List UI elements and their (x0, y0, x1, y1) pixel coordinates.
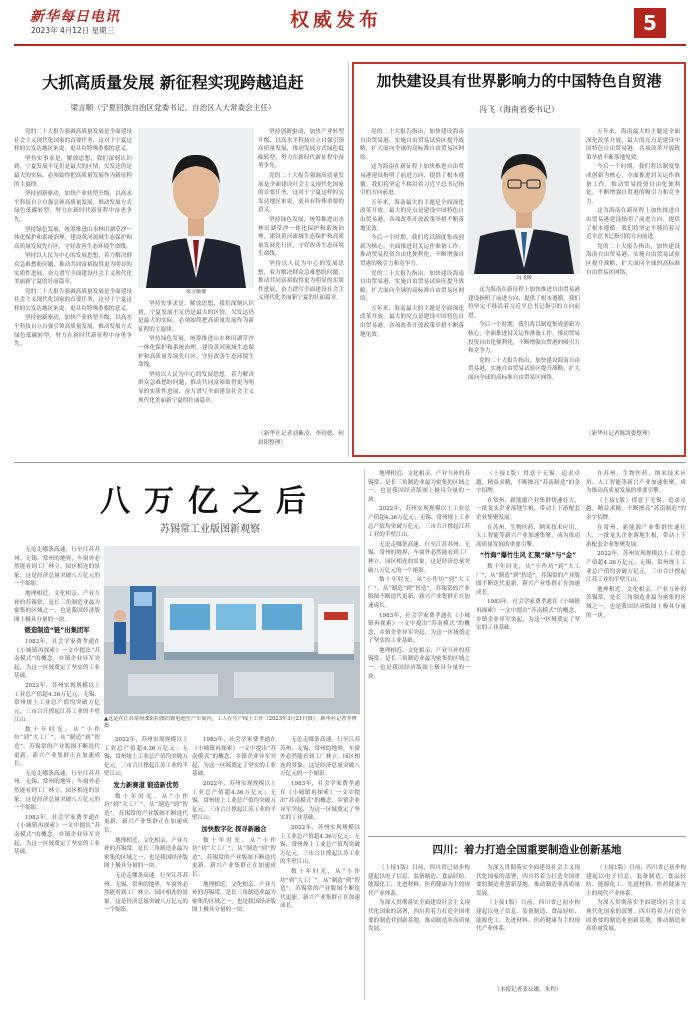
article-hainan-byline (356, 104, 682, 118)
feature-paragraph: 地理相近、文化相亲、产业互补的苏锡常，是长三角制造业最为密集的区域之一，也是我国经济版图上极具分量的一块。 (368, 471, 470, 503)
feature-paragraph: 数十年时光，从“小作坊”到“大工厂”，从“制造”到“智造”，苏锡常的产业版图不断迭代更新，新兴产业集群正在加速成长。 (192, 837, 276, 878)
hainan-photo-caption: 冯飞像 (516, 275, 532, 281)
feature-column-3 (192, 736, 276, 996)
column-divider (348, 62, 349, 457)
hainan-portrait-photo (468, 128, 580, 274)
column-story-paragraph: （上接1版）得意于无锡，追求卓越，精益求精，不断擦亮“苏南制造”的金字招牌。 (476, 471, 580, 495)
hainan-paragraph: 这为海南在新征程上加快推进自由贸易港建设指明了前进方向、提供了根本遵循。我们将坚定不移沿着习近平总书记指引的方向前进。 (360, 164, 464, 197)
feature-paragraph: 地理相近、文化相亲、产业互补的苏锡常，是长三角制造业最为密集的区域之一，也是我国经济版图上极具分量的一块。 (104, 837, 188, 870)
column-story-2 (586, 470, 686, 830)
feature-subtitle-block (60, 520, 360, 536)
brief-paragraph: 为深入贯彻落实全面建设社会主义现代化国家的部署，四川将着力打造全国重要的制造业创新基地，推动制造业高质量发展。 (586, 900, 686, 933)
mid-rule (14, 462, 686, 463)
hainan-paragraph: 这为海南在新征程上加快推进自由贸易港建设指明了前进方向、提供了根本遵循。我们将坚定不移沿着习近平总书记指引的方向前进。 (586, 208, 680, 241)
feature-column-4 (280, 736, 360, 996)
brief-column-1 (368, 864, 470, 996)
feature-paragraph: 数十年时光，从“小作坊”到“大工厂”，从“制造”到“智造”，苏锡常的产业版图不断迭代更新，新兴产业集群正在加速成长。 (104, 793, 188, 834)
ningxia-paragraph: 坚持创新驱动，加快产业转型升级，以高水平科技自立自强引领高质量发展，推动发展方式绿色低碳转型，努力在新时代新征程中奋勇争先。 (14, 191, 132, 223)
feature-paragraph: 地理相近、文化相亲、产业互补的苏锡常，是长三角制造业最为密集的区域之一，也是我国经济版图上极具分量的一块。 (586, 586, 686, 619)
column-story-paragraph: 在苏州，生物医药、纳米技术应用、人工智能等新兴产业加速集聚，成为推动高质量发展的重要引擎。 (476, 524, 580, 548)
feature-paragraph: 2022年，苏州实现规模以上工业总产值超4.36万亿元；无锡、常州规上工业总产值均突破万亿元，三市合计撑起江苏工业的半壁江山。 (192, 780, 276, 822)
ningxia-paragraph: 党的二十大报告强调高质量发展是全面建设社会主义现代化国家的首要任务，这对于宁夏这样的欠发达地区来说，更具有特殊重要的意义。 (14, 288, 132, 312)
hainan-paragraph: 这为海南在新征程上加快推进自由贸易港建设指明了前进方向、提供了根本遵循。我们将坚定不移沿着习近平总书记指引的方向前进。 (468, 287, 580, 319)
feature-column-5 (368, 470, 470, 830)
hainan-column-3 (586, 128, 680, 424)
brief-column-3 (586, 864, 686, 996)
hainan-portrait (468, 128, 580, 274)
feature-paragraph: 1983年，社会学家费孝通在《小城镇再探索》一文中提出“苏南模式”的概念，乡镇企业异军突起，为这一区域奠定了坚实的工业基础。 (280, 780, 360, 822)
feature-paragraph: 数十年时光，从“小作坊”到“大工厂”，从“制造”到“智造”，苏锡常的产业版图不断迭代更新，新兴产业集群正在加速成长。 (476, 563, 580, 596)
brief-note-text: （本报记者张辰娜、朱程） (494, 987, 562, 993)
ningxia-author: 梁言顺（宁夏回族自治区党委书记、自治区人大常委会主任） (70, 103, 276, 112)
ningxia-paragraph: 坚持实事求是，解放思想，我们深刻认识到，宁夏发展不足仍是最大的区情，欠发达仍是最大的实际，必须始终把高质量发展作为新征程的主旋律。 (14, 155, 132, 188)
ningxia-paragraph: 坚持以人民为中心的发展思想，着力解决群众急难愁盼问题，推动共同富裕取得更为明显的实质性进展，奋力谱写全面建设社会主义现代化美丽新宁夏的壮丽篇章。 (258, 260, 344, 302)
feature-subtitle: 苏锡常工业版图新观察 (160, 524, 260, 535)
ningxia-credit-text: （新华社记者刘紫凌、李钧德、何晨阳整理） (258, 431, 344, 446)
ningxia-paragraph: 党的二十大报告强调高质量发展是全面建设社会主义现代化国家的首要任务，这对于宁夏这样的欠发达地区来说，更具有特殊重要的意义。 (14, 129, 132, 153)
feature-paragraph: 2022年，苏州实现规模以上工业总产值超4.36万亿元；无锡、常州规上工业总产值均突破万亿元，三市合计撑起江苏工业的半壁江山。 (14, 682, 100, 724)
column-divider (364, 470, 365, 1000)
ningxia-portrait-photo (138, 128, 254, 288)
hainan-paragraph: 五年来，海南最大的主题是全面深化改革开放，最大的亮点是建设中国特色自由贸易港，各项改革开放政策举措不断落地见效。 (586, 129, 680, 161)
hainan-paragraph: 党的二十大报告指出，加快建设海南自由贸易港，实施自由贸易试验区提升战略，扩大面向全球的高标准自由贸易区网络。 (360, 129, 464, 161)
ningxia-paragraph: 党的二十大报告强调高质量发展是全面建设社会主义现代化国家的首要任务，这对于宁夏这样的欠发达地区来说，更具有特殊重要的意义。 (258, 172, 344, 214)
feature-paragraph: 无论走哪条高速，行至江苏苏州、无锡、常州的地界，车窗外必然能看到工厂林立、园区相连的景象。这是经济总量突破八万亿元的一个缩影。 (104, 872, 188, 914)
brief-headline: 四川：着力打造全国重要制造业创新基地 (432, 844, 622, 856)
ningxia-paragraph: 坚持绿色发展，统筹推进山水林田湖草沙一体化保护和系统治理，建设黄河流域生态保护和高质量发展先行区，守好改善生态环境生命线。 (138, 336, 254, 369)
brief-paragraph: 为深入贯彻落实全面建设社会主义现代化国家的部署，四川将着力打造全国重要的制造业创新基地，推动制造业高质量发展。 (368, 900, 470, 933)
feature-title-block (60, 476, 360, 516)
hainan-headline: 加快建设具有世界影响力的中国特色自贸港 (376, 72, 662, 90)
hainan-credit (586, 430, 680, 448)
brief-rule (368, 836, 686, 837)
feature-column-1 (14, 546, 100, 996)
hainan-column-1 (360, 128, 464, 450)
page-header (0, 0, 700, 44)
publication-date: 2023年 4月12日 星期三 (31, 26, 115, 35)
hainan-paragraph: 今后一个时期，我们将以制度集成创新为核心，全面推进封关运作准备工作，推动贸易投资自由化便利化，不断增强自贸港的吸引力和竞争力。 (586, 164, 680, 205)
feature-paragraph: 1983年，社会学家费孝通在《小城镇再探索》一文中提出“苏南模式”的概念，乡镇企业异军突起，为这一区域奠定了坚实的工业基础。 (192, 737, 276, 778)
feature-subhead: 加快数字化 探寻新融合 (201, 825, 267, 833)
column-story-paragraph: 在苏州，生物医药、纳米技术应用、人工智能等新兴产业加速集聚，成为推动高质量发展的重要引擎。 (586, 471, 686, 495)
feature-paragraph: 2022年，苏州实现规模以上工业总产值超4.36万亿元；无锡、常州规上工业总产值均突破万亿元，三市合计撑起江苏工业的半壁江山。 (280, 824, 360, 866)
feature-subhead: 发力新赛道 锻造新优势 (113, 781, 179, 789)
hainan-paragraph: 五年来，海南最大的主题是全面深化改革开放，最大的亮点是建设中国特色自由贸易港，各项改革开放政策举措不断落地见效。 (360, 199, 464, 232)
feature-paragraph: 1983年，社会学家费孝通在《小城镇再探索》一文中提出“苏南模式”的概念，乡镇企业异军突起，为这一区域奠定了坚实的工业基础。 (14, 638, 100, 680)
article-hainan-title (356, 70, 682, 92)
brief-column-2 (476, 864, 580, 984)
ningxia-paragraph: 坚持以人民为中心的发展思想，着力解决群众急难愁盼问题，推动共同富裕取得更为明显的实质性进展，奋力谱写全面建设社会主义现代化美丽新宁夏的壮丽篇章。 (138, 371, 254, 404)
feature-paragraph: 无论走哪条高速，行至江苏苏州、无锡、常州的地界，车窗外必然能看到工厂林立、园区相连的景象。这是经济总量突破八万亿元的一个缩影。 (14, 547, 100, 588)
page-number: 5 (634, 8, 666, 38)
newspaper-masthead: 新华每日电讯 (30, 9, 120, 25)
feature-paragraph: 1983年，社会学家费孝通在《小城镇再探索》一文中提出“苏南模式”的概念，乡镇企业异军突起，为这一区域奠定了坚实的工业基础。 (14, 814, 100, 856)
hainan-paragraph: 今后一个时期，我们将以制度集成创新为核心，全面推进封关运作准备工作，推动贸易投资自由化便利化，不断增强自贸港的吸引力和竞争力。 (468, 322, 580, 355)
hainan-paragraph: 今后一个时期，我们将以制度集成创新为核心，全面推进封关运作准备工作，推动贸易投资自由化便利化，不断增强自贸港的吸引力和竞争力。 (360, 235, 464, 267)
brief-paragraph: （上接1版）目前，四川省已初步构建起以电子信息、装备制造、食品轻纺、能源化工、先进材料、医药健康为主的现代产业体系。 (476, 900, 580, 933)
hainan-credit-text: （新华社记者陈凯姿整理） (586, 431, 654, 437)
brief-note (476, 986, 580, 996)
feature-subhead: “竹海”爆竹生风 汇聚“绿”与“金” (479, 552, 577, 560)
hainan-paragraph: 五年来，海南最大的主题是全面深化改革开放，最大的亮点是建设中国特色自由贸易港，各项改革开放政策举措不断落地见效。 (360, 305, 464, 338)
hainan-author: 冯飞（海南省委书记） (479, 105, 559, 114)
ningxia-paragraph: 坚持绿色发展，统筹推进山水林田湖草沙一体化保护和系统治理，建设黄河流域生态保护和高质量发展先行区，守好改善生态环境生命线。 (14, 226, 132, 250)
ningxia-column-1 (14, 128, 132, 454)
feature-paragraph: 数十年时光，从“小作坊”到“大工厂”，从“制造”到“智造”，苏锡常的产业版图不断迭代更新，新兴产业集群正在加速成长。 (14, 726, 100, 768)
column-story-paragraph: 在常州，新能源产业集群快速壮大，一批龙头企业落地生根，带动上下游配套企业集聚发展。 (586, 524, 686, 548)
feature-paragraph: 地理相近、文化相亲、产业互补的苏锡常，是长三角制造业最为密集的区域之一，也是我国经济版图上极具分量的一块。 (368, 647, 470, 680)
feature-paragraph: 2022年，苏州实现规模以上工业总产值超4.36万亿元；无锡、常州规上工业总产值均突破万亿元，三市合计撑起江苏工业的半壁江山。 (368, 506, 470, 539)
ningxia-column-2 (138, 300, 254, 454)
ningxia-paragraph: 坚持绿色发展，统筹推进山水林田湖草沙一体化保护和系统治理，建设黄河流域生态保护和高质量发展先行区，守好改善生态环境生命线。 (258, 216, 344, 258)
ningxia-paragraph: 坚持创新驱动，加快产业转型升级，以高水平科技自立自强引领高质量发展，推动发展方式绿色低碳转型，努力在新时代新征程中奋勇争先。 (14, 315, 132, 348)
ningxia-paragraph: 坚持创新驱动，加快产业转型升级，以高水平科技自立自强引领高质量发展，推动发展方式绿色低碳转型，努力在新时代新征程中奋勇争先。 (258, 129, 344, 170)
ningxia-photo-caption: 梁言顺像 (185, 289, 207, 295)
hainan-paragraph: 党的二十大报告指出，加快建设海南自由贸易港，实施自由贸易试验区提升战略，扩大面向全球的高标准自由贸易区网络。 (468, 357, 580, 381)
article-ningxia-byline (14, 102, 332, 116)
feature-paragraph: 数十年时光，从“小作坊”到“大工厂”，从“制造”到“智造”，苏锡常的产业版图不断迭代更新，新兴产业集群正在加速成长。 (368, 577, 470, 609)
feature-paragraph: 无论走哪条高速，行至江苏苏州、无锡、常州的地界，车窗外必然能看到工厂林立、园区相连的景象。这是经济总量突破八万亿元的一个缩影。 (280, 737, 360, 778)
column-story-1 (476, 470, 580, 830)
feature-column-2 (104, 736, 188, 996)
feature-paragraph: 地理相近、文化相亲、产业互补的苏锡常，是长三角制造业最为密集的区域之一，也是我国经济版图上极具分量的一块。 (14, 590, 100, 623)
hainan-paragraph: 党的二十大报告指出，加快建设海南自由贸易港，实施自由贸易试验区提升战略，扩大面向全球的高标准自由贸易区网络。 (586, 243, 680, 276)
ningxia-credit (258, 430, 344, 454)
ningxia-portrait (138, 128, 254, 288)
factory-production-line (104, 546, 360, 714)
column-story-paragraph: （上接1版）得意于无锡，追求卓越，精益求精，不断擦亮“苏南制造”的金字招牌。 (586, 497, 686, 521)
hainan-column-2 (468, 286, 580, 450)
feature-subhead: 锻造制造“链”出集团军 (24, 627, 90, 635)
brief-title-block (368, 842, 686, 858)
feature-paragraph: 数十年时光，从“小作坊”到“大工厂”，从“制造”到“智造”，苏锡常的产业版图不断迭代更新，新兴产业集群正在加速成长。 (280, 868, 360, 910)
ningxia-headline: 大抓高质量发展 新征程实现跨越追赶 (42, 73, 304, 92)
feature-paragraph: 2022年，苏州实现规模以上工业总产值超4.36万亿元；无锡、常州规上工业总产值均突破万亿元，三市合计撑起江苏工业的半壁江山。 (586, 551, 686, 584)
brief-paragraph: （上接1版）目前，四川省已初步构建起以电子信息、装备制造、食品轻纺、能源化工、先进材料、医药健康为主的现代产业体系。 (368, 865, 470, 897)
hainan-paragraph: 党的二十大报告指出，加快建设海南自由贸易港，实施自由贸易试验区提升战略，扩大面向全球的高标准自由贸易区网络。 (360, 270, 464, 303)
feature-paragraph: 1983年，社会学家费孝通在《小城镇再探索》一文中提出“苏南模式”的概念，乡镇企业异军突起，为这一区域奠定了坚实的工业基础。 (476, 599, 580, 632)
brief-paragraph: 为深入贯彻落实全面建设社会主义现代化国家的部署，四川将着力打造全国重要的制造业创新基地，推动制造业高质量发展。 (476, 865, 580, 897)
column-story-paragraph: 在常州，新能源产业集群快速壮大，一批龙头企业落地生根，带动上下游配套企业集聚发展。 (476, 497, 580, 521)
ningxia-column-3 (258, 128, 344, 428)
feature-paragraph: 2022年，苏州实现规模以上工业总产值超4.36万亿元；无锡、常州规上工业总产值均突破万亿元，三市合计撑起江苏工业的半壁江山。 (104, 737, 188, 778)
feature-headline: 八万亿之后 (100, 484, 320, 516)
ningxia-paragraph: 坚持实事求是，解放思想，我们深刻认识到，宁夏发展不足仍是最大的区情，欠发达仍是最大的实际，必须始终把高质量发展作为新征程的主旋律。 (138, 301, 254, 333)
brief-paragraph: （上接1版）目前，四川省已初步构建起以电子信息、装备制造、食品轻纺、能源化工、先进材料、医药健康为主的现代产业体系。 (586, 865, 686, 897)
feature-factory-photo (104, 546, 360, 714)
header-rule (14, 44, 686, 46)
article-ningxia-title (14, 70, 332, 92)
feature-paragraph: 地理相近、文化相亲、产业互补的苏锡常，是长三角制造业最为密集的区域之一，也是我国经济版图上极具分量的一块。 (192, 881, 276, 914)
ningxia-paragraph: 坚持以人民为中心的发展思想，着力解决群众急难愁盼问题，推动共同富裕取得更为明显的实质性进展，奋力谱写全面建设社会主义现代化美丽新宁夏的壮丽篇章。 (14, 253, 132, 286)
feature-paragraph: 无论走哪条高速，行至江苏苏州、无锡、常州的地界，车窗外必然能看到工厂林立、园区相连的景象。这是经济总量突破八万亿元的一个缩影。 (14, 770, 100, 812)
feature-photo-caption: ▲这是在江苏常州溧阳拍摄的锂电池生产车间内，工人在生产线上工作（2023年3月21日摄）。新华社记者李博摄 (104, 716, 357, 729)
section-title: 权威发布 (290, 9, 383, 31)
feature-paragraph: 1983年，社会学家费孝通在《小城镇再探索》一文中提出“苏南模式”的概念，乡镇企业异军突起，为这一区域奠定了坚实的工业基础。 (368, 612, 470, 645)
feature-paragraph: 无论走哪条高速，行至江苏苏州、无锡、常州的地界，车窗外必然能看到工厂林立、园区相连的景象。这是经济总量突破八万亿元的一个缩影。 (368, 541, 470, 574)
